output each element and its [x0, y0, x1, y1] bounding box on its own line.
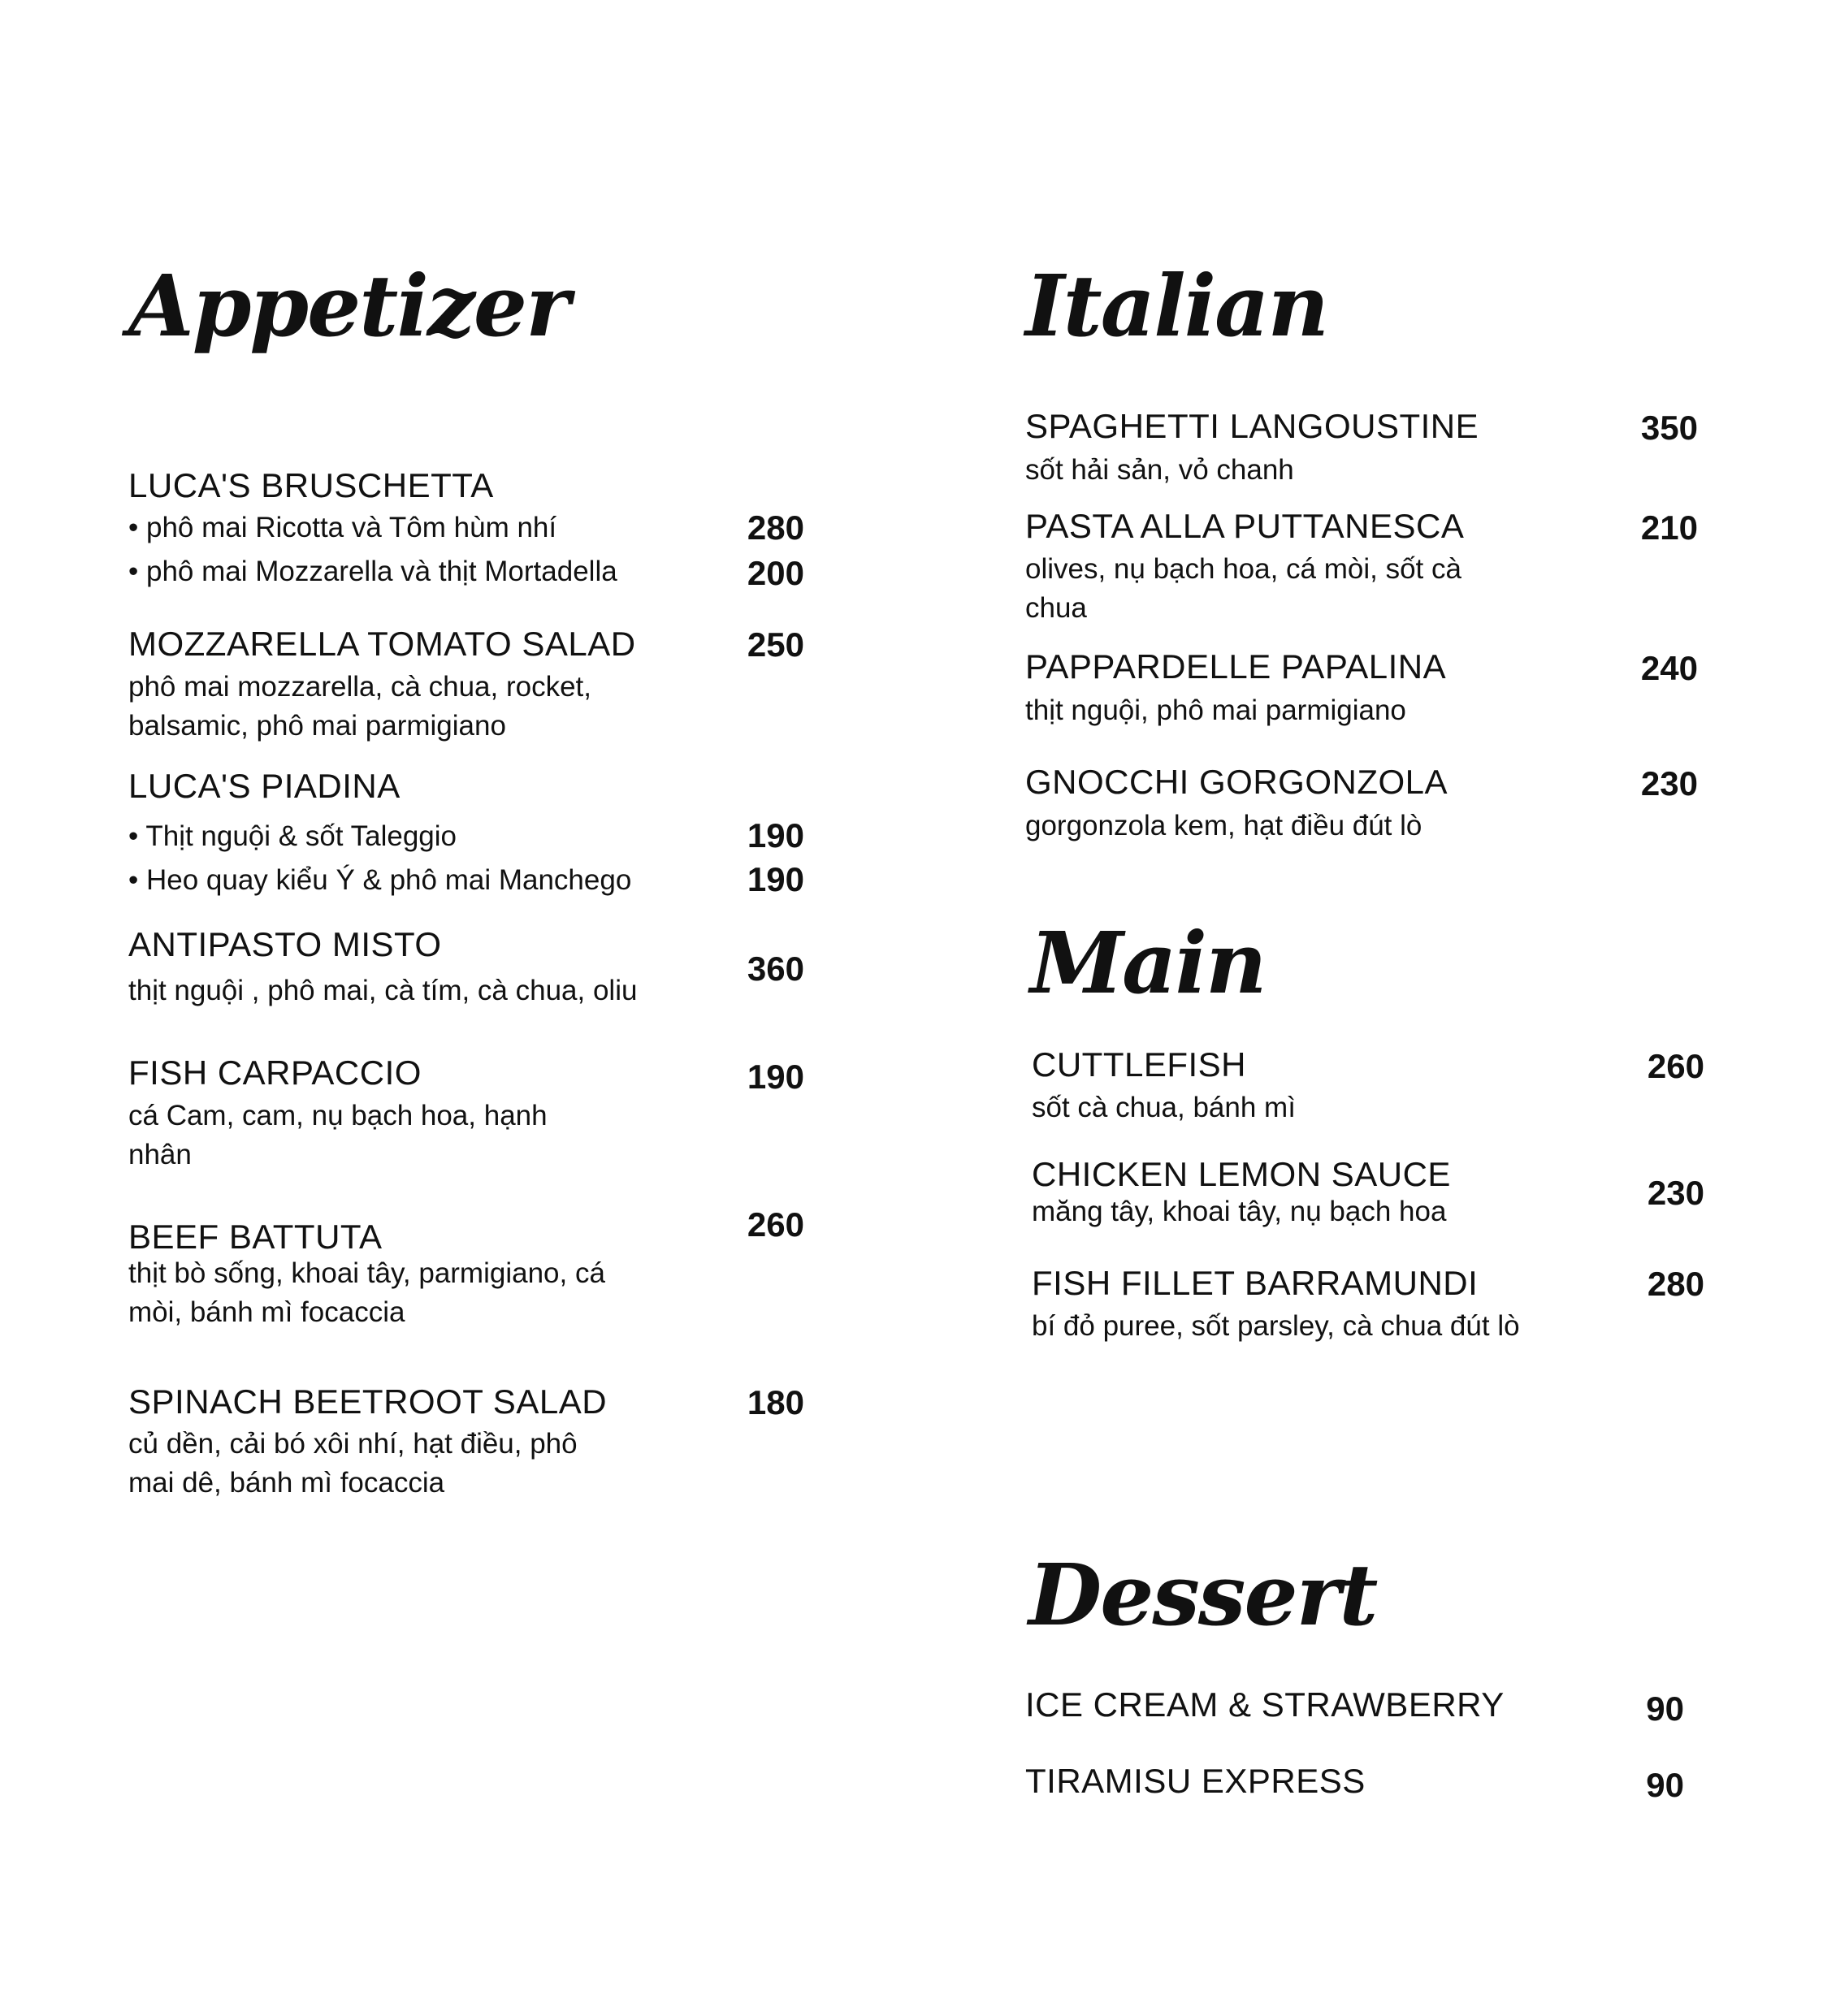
menu-item-name: SPINACH BEETROOT SALAD [128, 1382, 608, 1421]
menu-item-name: LUCA'S BRUSCHETTA [128, 466, 494, 504]
menu-item-name: SPAGHETTI LANGOUSTINE [1025, 407, 1479, 445]
menu-item-name: TIRAMISU EXPRESS [1025, 1762, 1366, 1800]
menu-item-price: 190 [747, 860, 804, 898]
menu-item-name: GNOCCHI GORGONZOLA [1025, 763, 1448, 801]
menu-item-price: 360 [747, 950, 804, 988]
menu-item-name: CHICKEN LEMON SAUCE [1032, 1155, 1451, 1193]
menu-item-price: 260 [747, 1205, 804, 1244]
menu-item-price: 230 [1640, 764, 1698, 803]
menu-item-price: 250 [747, 625, 804, 664]
menu-item-description: sốt cà chua, bánh mì [1032, 1092, 1296, 1123]
menu-item-price: 350 [1640, 409, 1698, 447]
appetizer-heading: Appetizer [128, 256, 569, 356]
menu-item-name: FISH FILLET BARRAMUNDI [1032, 1264, 1479, 1302]
dessert-heading: Dessert [1028, 1545, 1377, 1645]
menu-item-name: BEEF BATTUTA [128, 1218, 383, 1256]
menu-item-name: ANTIPASTO MISTO [128, 925, 442, 963]
menu-item-price: 240 [1640, 649, 1698, 687]
menu-item-description: cá Cam, cam, nụ bạch hoa, hạnh nhân [128, 1100, 548, 1170]
main-heading: Main [1030, 913, 1266, 1013]
menu-item-price: 260 [1647, 1047, 1704, 1085]
menu-item-description: olives, nụ bạch hoa, cá mòi, sốt cà chua [1025, 553, 1461, 624]
menu-item-option: • phô mai Ricotta và Tôm hùm nhí [128, 512, 557, 543]
menu-item-price: 90 [1646, 1689, 1684, 1728]
menu-item-name: LUCA'S PIADINA [128, 767, 401, 805]
menu-item-option: • Thịt nguội & sốt Taleggio [128, 820, 457, 852]
menu-item-description: gorgonzola kem, hạt điều đút lò [1025, 810, 1422, 841]
menu-item-description: thịt bò sống, khoai tây, parmigiano, cá mòi, bánh mì focaccia [128, 1257, 605, 1328]
menu-item-description: sốt hải sản, vỏ chanh [1025, 454, 1294, 486]
menu-item-name: CUTTLEFISH [1032, 1045, 1247, 1084]
menu-item-description: măng tây, khoai tây, nụ bạch hoa [1032, 1196, 1447, 1227]
menu-item-price: 180 [747, 1383, 804, 1421]
menu-item-name: PAPPARDELLE PAPALINA [1025, 647, 1447, 686]
menu-item-price: 210 [1640, 508, 1698, 547]
italian-heading: Italian [1025, 256, 1328, 356]
menu-item-option: • Heo quay kiểu Ý & phô mai Manchego [128, 864, 632, 896]
menu-item-price: 190 [747, 816, 804, 854]
menu-item-price: 190 [747, 1058, 804, 1096]
menu-item-name: FISH CARPACCIO [128, 1053, 422, 1092]
menu-item-name: MOZZARELLA TOMATO SALAD [128, 625, 636, 663]
menu-item-price: 230 [1647, 1174, 1704, 1212]
menu-item-name: PASTA ALLA PUTTANESCA [1025, 507, 1465, 545]
menu-item-name: ICE CREAM & STRAWBERRY [1025, 1685, 1505, 1724]
menu-item-description: thịt nguội, phô mai parmigiano [1025, 694, 1406, 726]
menu-item-description: thịt nguội , phô mai, cà tím, cà chua, oliu [128, 975, 638, 1006]
menu-item-price: 280 [747, 508, 804, 547]
menu-item-price: 200 [747, 554, 804, 592]
menu-item-price: 280 [1647, 1265, 1704, 1303]
menu-item-description: củ dền, cải bó xôi nhí, hạt điều, phô mai dê, bánh mì focaccia [128, 1428, 578, 1499]
menu-item-description: bí đỏ puree, sốt parsley, cà chua đút lò [1032, 1310, 1520, 1342]
menu-item-price: 90 [1646, 1766, 1684, 1804]
menu-item-option: • phô mai Mozzarella và thịt Mortadella [128, 556, 617, 587]
menu-item-description: phô mai mozzarella, cà chua, rocket, balsamic, phô mai parmigiano [128, 671, 591, 742]
